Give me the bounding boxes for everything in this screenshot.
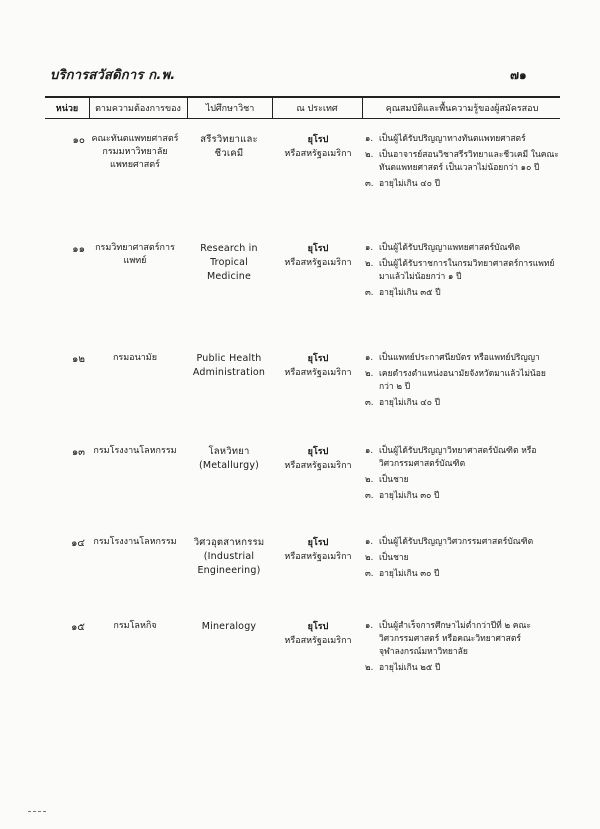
- row-qualifications: [365, 133, 560, 194]
- qualification-text: เป็นชาย: [379, 553, 409, 563]
- qualification-item: [365, 368, 560, 394]
- qualification-text: เป็นผู้ได้รับปริญญาวิทยาศาสตร์บัณฑิต หรือวิศวกรรมศาสตร์บัณฑิต: [379, 446, 537, 469]
- qualification-number: ๓.: [365, 569, 374, 579]
- qualification-number: ๑.: [365, 537, 374, 547]
- row-number: ๑๐: [72, 135, 85, 146]
- qualification-item: [365, 662, 560, 675]
- row-field: สรีรวิทยาและชีวเคมี: [200, 134, 258, 159]
- row-country: [277, 352, 359, 380]
- table-top-rule: [45, 96, 560, 98]
- qualification-item: [365, 397, 560, 410]
- qualification-number: ๑.: [365, 621, 374, 631]
- qualification-number: ๒.: [365, 369, 374, 379]
- row-number: ๑๓: [71, 447, 85, 458]
- row-agency: คณะทันตแพทยศาสตร์ กรมมหาวิทยาลัยแพทยศาสตร์: [91, 134, 179, 170]
- row-country: [277, 242, 359, 270]
- page-number: ๗๑: [510, 68, 527, 82]
- column-header-country: ณ ประเทศ: [296, 104, 338, 114]
- qualification-text: อายุไม่เกิน ๓๐ ปี: [379, 569, 440, 579]
- qualification-text: เป็นผู้สำเร็จการศึกษาไม่ต่ำกว่าปีที่ ๒ คณะวิศวกรรมศาสตร์ หรือคณะวิทยาศาสตร์ จุฬาลงกรณ์มหาวิทยาลัย: [379, 621, 531, 657]
- column-header-agency: ตามความต้องการของ: [95, 104, 181, 114]
- qualification-text: เป็นผู้ได้รับราชการในกรมวิทยาศาสตร์การแพทย์มาแล้วไม่น้อยกว่า ๑ ปี: [379, 259, 555, 282]
- qualification-text: เป็นแพทย์ประกาศนียบัตร หรือแพทย์ปริญญา: [379, 353, 540, 363]
- row-number: ๑๑: [72, 244, 85, 255]
- row-country: [277, 620, 359, 648]
- qualification-item: [365, 242, 560, 255]
- row-country: [277, 133, 359, 161]
- table-header-rule: [45, 118, 560, 119]
- qualification-item: [365, 568, 560, 581]
- qualification-text: เป็นผู้ได้รับปริญญาแพทยศาสตร์บัณฑิต: [379, 243, 521, 253]
- qualification-number: ๑.: [365, 353, 374, 363]
- row-country-primary: ยุโรป: [307, 244, 329, 254]
- qualification-text: อายุไม่เกิน ๔๐ ปี: [379, 398, 441, 408]
- qualification-item: [365, 445, 560, 471]
- qualification-item: [365, 620, 560, 659]
- qualification-number: ๓.: [365, 288, 374, 298]
- row-number: ๑๕: [71, 622, 85, 633]
- qualification-text: เป็นผู้ได้รับปริญญาวิศวกรรมศาสตร์บัณฑิต: [379, 537, 534, 547]
- qualification-number: ๑.: [365, 446, 374, 456]
- qualification-number: ๒.: [365, 475, 374, 485]
- row-agency: กรมอนามัย: [112, 353, 158, 363]
- qualification-number: ๒.: [365, 663, 374, 673]
- row-field: โลหวิทยา (Metallurgy): [198, 446, 260, 471]
- row-country: [277, 536, 359, 564]
- qualification-text: เป็นชาย: [379, 475, 409, 485]
- row-country-alternate: หรือสหรัฐอเมริกา: [284, 461, 352, 471]
- row-agency: กรมโลหกิจ: [113, 621, 157, 631]
- qualification-number: ๒.: [365, 150, 374, 160]
- row-agency: กรมโรงงานโลหกรรม: [93, 446, 177, 456]
- row-country-primary: ยุโรป: [307, 135, 329, 145]
- row-qualifications: [365, 620, 560, 678]
- column-header-field: ไปศึกษาวิชา: [205, 104, 255, 114]
- row-country-alternate: หรือสหรัฐอเมริกา: [284, 552, 352, 562]
- row-field: Public Health Administration: [192, 353, 266, 378]
- qualification-text: อายุไม่เกิน ๒๕ ปี: [379, 663, 441, 673]
- row-qualifications: [365, 352, 560, 413]
- qualification-item: [365, 536, 560, 549]
- row-country-alternate: หรือสหรัฐอเมริกา: [284, 258, 352, 268]
- row-agency: กรมโรงงานโลหกรรม: [93, 537, 177, 547]
- qualification-number: ๑.: [365, 243, 374, 253]
- row-qualifications: [365, 536, 560, 584]
- row-country-alternate: หรือสหรัฐอเมริกา: [284, 636, 352, 646]
- row-field: Research in Tropical Medicine: [200, 243, 258, 282]
- row-country-alternate: หรือสหรัฐอเมริกา: [284, 149, 352, 159]
- column-header-unit: หน่วย: [55, 104, 79, 114]
- row-country-primary: ยุโรป: [307, 538, 329, 548]
- row-country-primary: ยุโรป: [307, 354, 329, 364]
- qualification-number: ๒.: [365, 259, 374, 269]
- qualification-text: เป็นผู้ได้รับปริญญาทางทันตแพทยศาสตร์: [379, 134, 526, 144]
- qualification-number: ๓.: [365, 398, 374, 408]
- qualification-item: [365, 258, 560, 284]
- row-country-alternate: หรือสหรัฐอเมริกา: [284, 368, 352, 378]
- column-divider: [362, 96, 363, 118]
- qualification-text: เคยดำรงตำแหน่งอนามัยจังหวัดมาแล้วไม่น้อยกว่า ๒ ปี: [379, 369, 546, 392]
- qualification-item: [365, 287, 560, 300]
- qualification-item: [365, 474, 560, 487]
- qualification-item: [365, 133, 560, 146]
- page-header-title: บริการสวัสดิการ ก.พ.: [50, 68, 176, 83]
- row-country-primary: ยุโรป: [307, 447, 329, 457]
- row-country-primary: ยุโรป: [307, 622, 329, 632]
- row-number: ๑๔: [71, 538, 85, 549]
- qualification-item: [365, 552, 560, 565]
- qualification-number: ๒.: [365, 553, 374, 563]
- row-country: [277, 445, 359, 473]
- qualification-item: [365, 149, 560, 175]
- row-field: วิศวอุตสาหกรรม (Industrial Engineering): [193, 537, 265, 576]
- qualification-item: [365, 352, 560, 365]
- column-header-qualifications: คุณสมบัติและพื้นความรู้ของผู้สมัครสอบ: [385, 104, 539, 114]
- qualification-text: เป็นอาจารย์สอนวิชาสรีรวิทยาและชีวเคมี ในคณะทันตแพทยศาสตร์ เป็นเวลาไม่น้อยกว่า ๑๐ ปี: [379, 150, 559, 173]
- row-qualifications: [365, 242, 560, 303]
- row-field: Mineralogy: [201, 621, 257, 632]
- row-qualifications: [365, 445, 560, 506]
- qualification-item: [365, 490, 560, 503]
- qualification-number: ๓.: [365, 491, 374, 501]
- qualification-item: [365, 178, 560, 191]
- qualification-text: อายุไม่เกิน ๓๐ ปี: [379, 491, 440, 501]
- row-number: ๑๒: [72, 354, 85, 365]
- qualification-number: ๑.: [365, 134, 374, 144]
- qualification-text: อายุไม่เกิน ๓๕ ปี: [379, 288, 441, 298]
- row-agency: กรมวิทยาศาสตร์การแพทย์: [95, 243, 175, 266]
- qualification-number: ๓.: [365, 179, 374, 189]
- footer-mark: [28, 811, 46, 812]
- qualification-text: อายุไม่เกิน ๔๐ ปี: [379, 179, 441, 189]
